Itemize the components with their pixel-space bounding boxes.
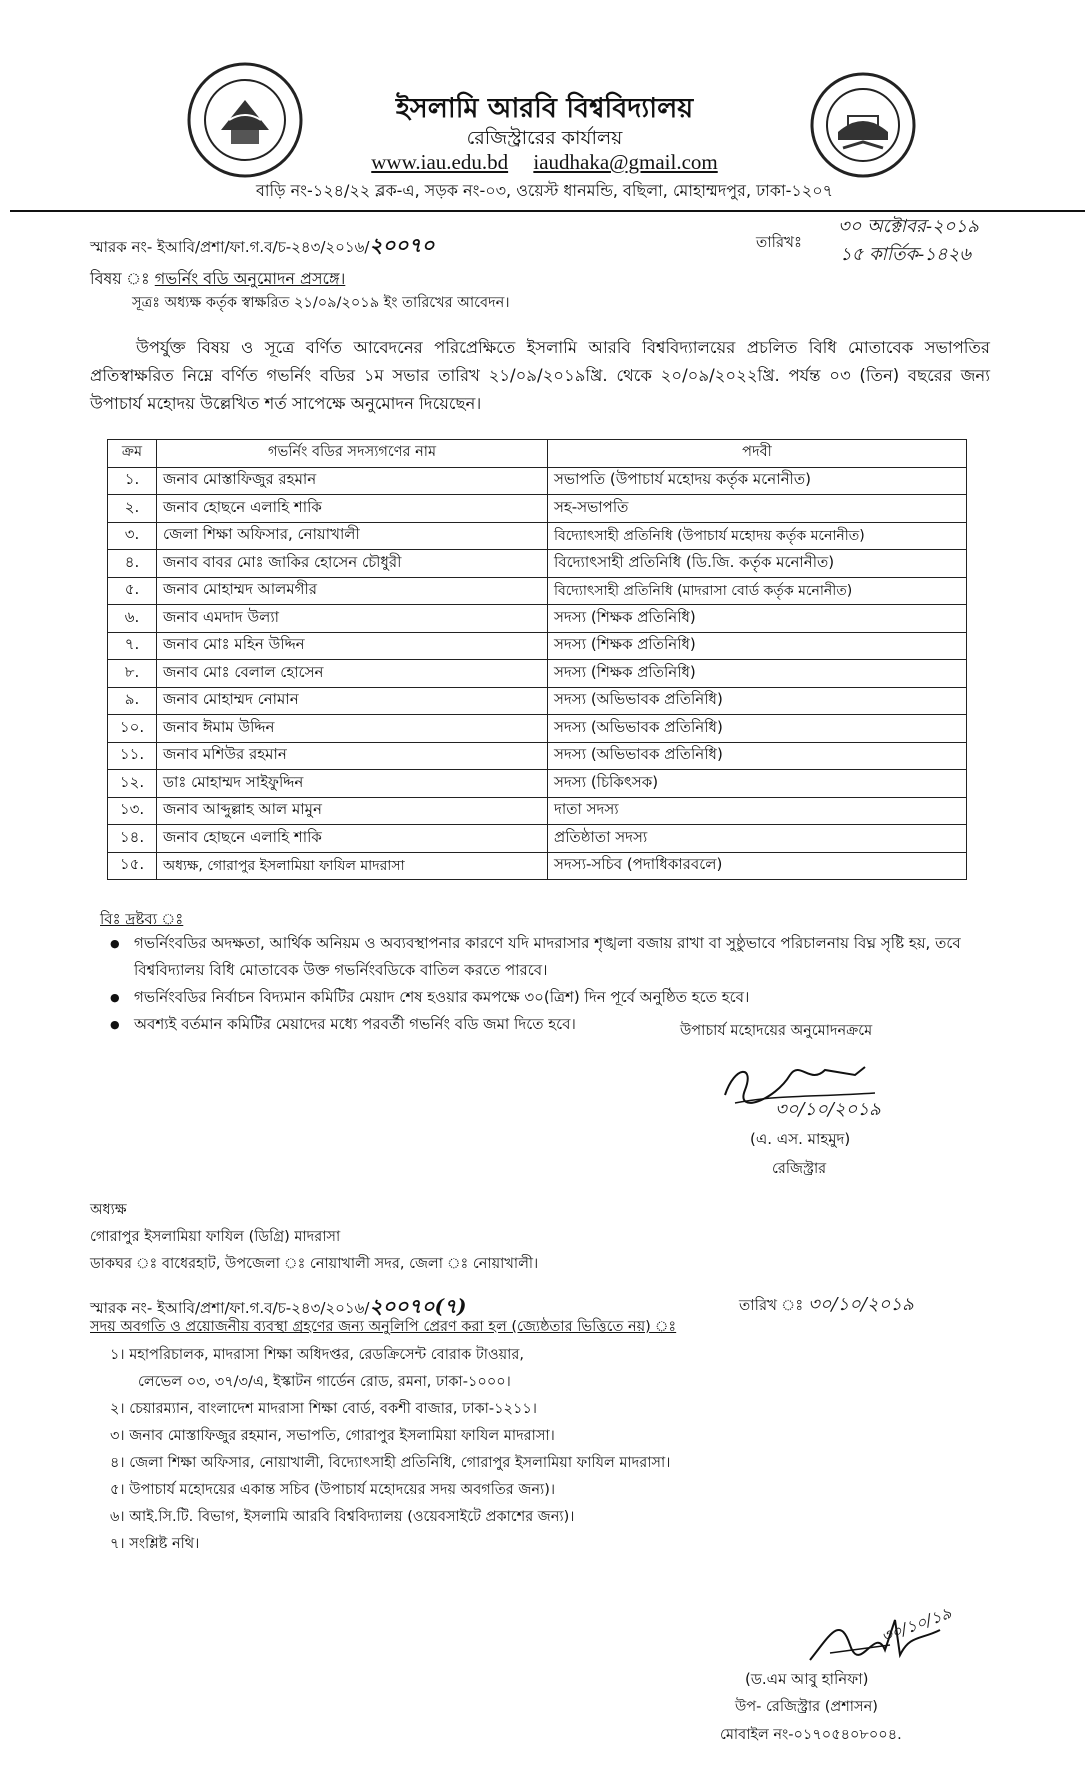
memo-ref-number: ২০০৭০ — [369, 233, 435, 257]
deputy-registrar-name: (ড.এম আবু হানিফা) — [745, 1670, 869, 1688]
recipient-line: গোরাপুর ইসলামিয়া ফাযিল (ডিগ্রি) মাদরাসা — [90, 1229, 341, 1245]
memo2-date — [739, 1290, 914, 1321]
row-name: জনাব মোঃ মহিন উদ্দিন — [157, 632, 548, 660]
table-row — [108, 770, 967, 798]
row-serial: ৬. — [108, 605, 157, 633]
email-link[interactable]: iaudhaka@gmail.com — [533, 150, 718, 174]
recipient-line: ডাকঘর ঃ বাধেরহাট, উপজেলা ঃ নোয়াখালী সদর, জেলা ঃ নোয়াখালী। — [90, 1256, 539, 1272]
contact-line — [0, 150, 1089, 175]
row-serial: ২. — [108, 495, 157, 523]
recipient-address — [90, 1197, 538, 1278]
deputy-registrar-mobile: মোবাইল নং-০১৭০৫৪০৮০০৪. — [720, 1727, 902, 1743]
row-name: জনাব মোহাম্মদ নোমান — [157, 687, 548, 715]
col-serial: ক্রম — [108, 440, 157, 468]
registrar-name: (এ. এস. মাহমুদ) — [750, 1130, 851, 1148]
memo2-ref-number: ২০০৭০(৭) — [369, 1294, 467, 1318]
row-serial: ১৩. — [108, 797, 157, 825]
row-name: জনাব বাবর মোঃ জাকির হোসেন চৌধুরী — [157, 550, 548, 578]
row-designation: দাতা সদস্য — [548, 797, 967, 825]
copy-item: ৫। উপাচার্য মহোদয়ের একান্ত সচিব (উপাচার্য মহোদয়ের সদয় অবগতির জন্য)। — [110, 1482, 556, 1498]
row-name: জেলা শিক্ষা অফিসার, নোয়াখালী — [157, 522, 548, 550]
row-designation: সদস্য (অভিভাবক প্রতিনিধি) — [548, 715, 967, 743]
note-item: ● গভর্নিংবডির নির্বাচন বিদ্যমান কমিটির মেয়াদ শেষ হওয়ার কমপক্ষে ৩০(ত্রিশ) দিন পূর্বে অনুষ্ঠিত হতে হবে। — [110, 984, 980, 1011]
copies-list — [110, 1342, 670, 1558]
col-name: গভর্নিং বডির সদস্যগণের নাম — [157, 440, 548, 468]
row-serial: ১২. — [108, 770, 157, 798]
note-item: ● অবশ্যই বর্তমান কমিটির মেয়াদের মধ্যে পরবর্তী গভর্নিং বডি জমা দিতে হবে। — [110, 1011, 980, 1038]
row-designation: সদস্য (শিক্ষক প্রতিনিধি) — [548, 660, 967, 688]
memo-ref-prefix: স্মারক নং- ইআবি/প্রশা/ফা.গ.ব/চ-২৪৩/২০১৬/ — [90, 238, 370, 256]
subject-reference: সূত্রঃ অধ্যক্ষ কর্তৃক স্বাক্ষরিত ২১/০৯/২০১৯ ইং তারিখের আবেদন। — [132, 295, 510, 311]
copy-item: ২। চেয়ারম্যান, বাংলাদেশ মাদরাসা শিক্ষা বোর্ড, বকশী বাজার, ঢাকা-১২১১। — [110, 1401, 537, 1417]
row-designation: সদস্য (শিক্ষক প্রতিনিধি) — [548, 632, 967, 660]
memo2-date-value: ৩০/১০/২০১৯ — [807, 1294, 914, 1315]
row-name: জনাব মশিউর রহমান — [157, 742, 548, 770]
row-serial: ৪. — [108, 550, 157, 578]
row-serial: ৮. — [108, 660, 157, 688]
table-row — [108, 660, 967, 688]
table-row — [108, 495, 967, 523]
row-name: জনাব মোস্তাফিজুর রহমান — [157, 467, 548, 495]
copy-item: ৭। সংশ্লিষ্ট নথি। — [110, 1536, 200, 1552]
table-row — [108, 577, 967, 605]
memo2-date-label: তারিখ ঃ — [739, 1296, 804, 1314]
row-name: জনাব আব্দুল্লাহ আল মামুন — [157, 797, 548, 825]
row-designation: সহ-সভাপতি — [548, 495, 967, 523]
memo-reference — [90, 231, 434, 264]
row-serial: ৭. — [108, 632, 157, 660]
table-row — [108, 852, 967, 880]
row-serial: ১. — [108, 467, 157, 495]
row-designation: সদস্য-সচিব (পদাধিকারবলে) — [548, 852, 967, 880]
row-designation: বিদ্যোৎসাহী প্রতিনিধি (মাদরাসা বোর্ড কর্তৃক মনোনীত) — [548, 577, 967, 605]
row-serial: ১৫. — [108, 852, 157, 880]
deputy-registrar-title: উপ- রেজিস্ট্রার (প্রশাসন) — [735, 1699, 878, 1715]
row-designation: সদস্য (অভিভাবক প্রতিনিধি) — [548, 687, 967, 715]
address-line: বাড়ি নং-১২৪/২২ ব্লক-এ, সড়ক নং-০৩, ওয়েস্ট ধানমন্ডি, বছিলা, মোহাম্মদপুর, ঢাকা-১২০৭ — [255, 181, 834, 200]
row-name: জনাব ঈমাম উদ্দিন — [157, 715, 548, 743]
row-designation: বিদ্যোৎসাহী প্রতিনিধি (ডি.জি. কর্তৃক মনোনীত) — [548, 550, 967, 578]
row-serial: ১০. — [108, 715, 157, 743]
table-row — [108, 632, 967, 660]
row-designation: সদস্য (শিক্ষক প্রতিনিধি) — [548, 605, 967, 633]
table-row — [108, 715, 967, 743]
recipient-line: অধ্যক্ষ — [90, 1202, 127, 1218]
subject-line — [90, 266, 345, 293]
table-row — [108, 605, 967, 633]
copies-heading: সদয় অবগতি ও প্রয়োজনীয় ব্যবস্থা গ্রহণের জন্য অনুলিপি প্রেরণ করা হল (জ্যেষ্ঠতার ভিত্তিতে নয়) ঃ — [90, 1319, 677, 1335]
office-name: রেজিস্ট্রারের কার্যালয় — [466, 127, 623, 149]
table-row — [108, 687, 967, 715]
governing-body-table — [107, 439, 967, 880]
note-item: ● গভর্নিংবডির অদক্ষতা, আর্থিক অনিয়ম ও অব্যবস্থাপনার কারণে যদি মাদরাসার শৃঙ্খলা বজায় রাখা বা সুষ্ঠুভাবে পরিচালনায় বিঘ্ন সৃষ্টি হয়, তবে বিশ্ববিদ্যালয় বিধি মোতাবেক উক্ত গভর্নিংবডিকে বাতিল করতে পারবে। — [110, 930, 980, 984]
memo-date-english: ৩০ অক্টোবর-২০১৯ — [838, 216, 979, 237]
table-row — [108, 742, 967, 770]
col-designation: পদবী — [548, 440, 967, 468]
memo-date-bengali: ১৫ কার্তিক-১৪২৬ — [840, 244, 971, 265]
row-designation: সদস্য (অভিভাবক প্রতিনিধি) — [548, 742, 967, 770]
row-name: জনাব মোঃ বেলাল হোসেন — [157, 660, 548, 688]
table-row — [108, 522, 967, 550]
memo2-ref-prefix: স্মারক নং- ইআবি/প্রশা/ফা.গ.ব/চ-২৪৩/২০১৬/ — [90, 1299, 370, 1317]
registrar-title: রেজিস্ট্রার — [772, 1161, 827, 1177]
deputy-registrar-signature-date: ৩০/১০/১৯ — [878, 1603, 954, 1646]
university-name: ইসলামি আরবি বিশ্ববিদ্যালয় — [395, 93, 694, 124]
copy-item: ৬। আই.সি.টি. বিভাগ, ইসলামি আরবি বিশ্ববিদ্যালয় (ওয়েবসাইটে প্রকাশের জন্য)। — [110, 1509, 575, 1525]
row-serial: ৩. — [108, 522, 157, 550]
table-row — [108, 550, 967, 578]
notes-heading: বিঃ দ্রষ্টব্য ঃ — [100, 910, 184, 928]
table-row — [108, 797, 967, 825]
copy-item: লেভেল ০৩, ৩৭/৩/এ, ইস্কাটন গার্ডেন রোড, রমনা, ঢাকা-১০০০। — [138, 1374, 511, 1390]
approval-line: উপাচার্য মহোদয়ের অনুমোদনক্রমে — [680, 1023, 873, 1039]
row-serial: ৫. — [108, 577, 157, 605]
registrar-signature-date: ৩০/১০/২০১৯ — [775, 1099, 881, 1120]
row-name: জনাব হোছনে এলাহি শাকি — [157, 495, 548, 523]
table-row — [108, 825, 967, 853]
row-name: জনাব এমদাদ উল্যা — [157, 605, 548, 633]
memo-date-label: তারিখঃ — [756, 233, 802, 251]
row-name: জনাব হোছনে এলাহি শাকি — [157, 825, 548, 853]
row-serial: ১৪. — [108, 825, 157, 853]
website-link[interactable]: www.iau.edu.bd — [371, 150, 509, 174]
row-serial: ১১. — [108, 742, 157, 770]
row-designation: বিদ্যোৎসাহী প্রতিনিধি (উপাচার্য মহোদয় কর্তৃক মনোনীত) — [548, 522, 967, 550]
table-header-row — [108, 440, 967, 468]
row-serial: ৯. — [108, 687, 157, 715]
row-name: জনাব মোহাম্মদ আলমগীর — [157, 577, 548, 605]
row-designation: সভাপতি (উপাচার্য মহোদয় কর্তৃক মনোনীত) — [548, 467, 967, 495]
row-designation: সদস্য (চিকিৎসক) — [548, 770, 967, 798]
row-designation: প্রতিষ্ঠাতা সদস্য — [548, 825, 967, 853]
copy-item: ১। মহাপরিচালক, মাদরাসা শিক্ষা অধিদপ্তর, রেডক্রিসেন্ট বোরাক টাওয়ার, — [110, 1347, 524, 1363]
body-paragraph: উপর্যুক্ত বিষয় ও সূত্রে বর্ণিত আবেদনের পরিপ্রেক্ষিতে ইসলামি আরবি বিশ্ববিদ্যালয়ের প্রচলিত বিধি মোতাবেক সভাপতির প্রতিস্বাক্ষরিত নিম্নে বর্ণিত গভর্নিং বডির ১ম সভার তারিখ ২১/০৯/২০১৯খ্রি. থেকে ২০/০৯/২০২২খ্রি. পর্যন্ত ০৩ (তিন) বছরের জন্য উপাচার্য মহোদয় উল্লেখিত শর্ত সাপেক্ষে অনুমোদন দিয়েছেন। — [90, 338, 990, 413]
subject-text: গভর্নিং বডি অনুমোদন প্রসঙ্গে। — [154, 269, 346, 288]
row-name: ডাঃ মোহাম্মদ সাইফুদ্দিন — [157, 770, 548, 798]
copy-item: ৩। জনাব মোস্তাফিজুর রহমান, সভাপতি, গোরাপুর ইসলামিয়া ফাযিল মাদরাসা। — [110, 1428, 555, 1444]
copy-item: ৪। জেলা শিক্ষা অফিসার, নোয়াখালী, বিদ্যোৎসাহী প্রতিনিধি, গোরাপুর ইসলামিয়া ফাযিল মাদরাসা। — [110, 1455, 671, 1471]
subject-label: বিষয় ঃ — [90, 269, 155, 288]
row-name: অধ্যক্ষ, গোরাপুর ইসলামিয়া ফাযিল মাদরাসা — [157, 852, 548, 880]
table-row — [108, 467, 967, 495]
